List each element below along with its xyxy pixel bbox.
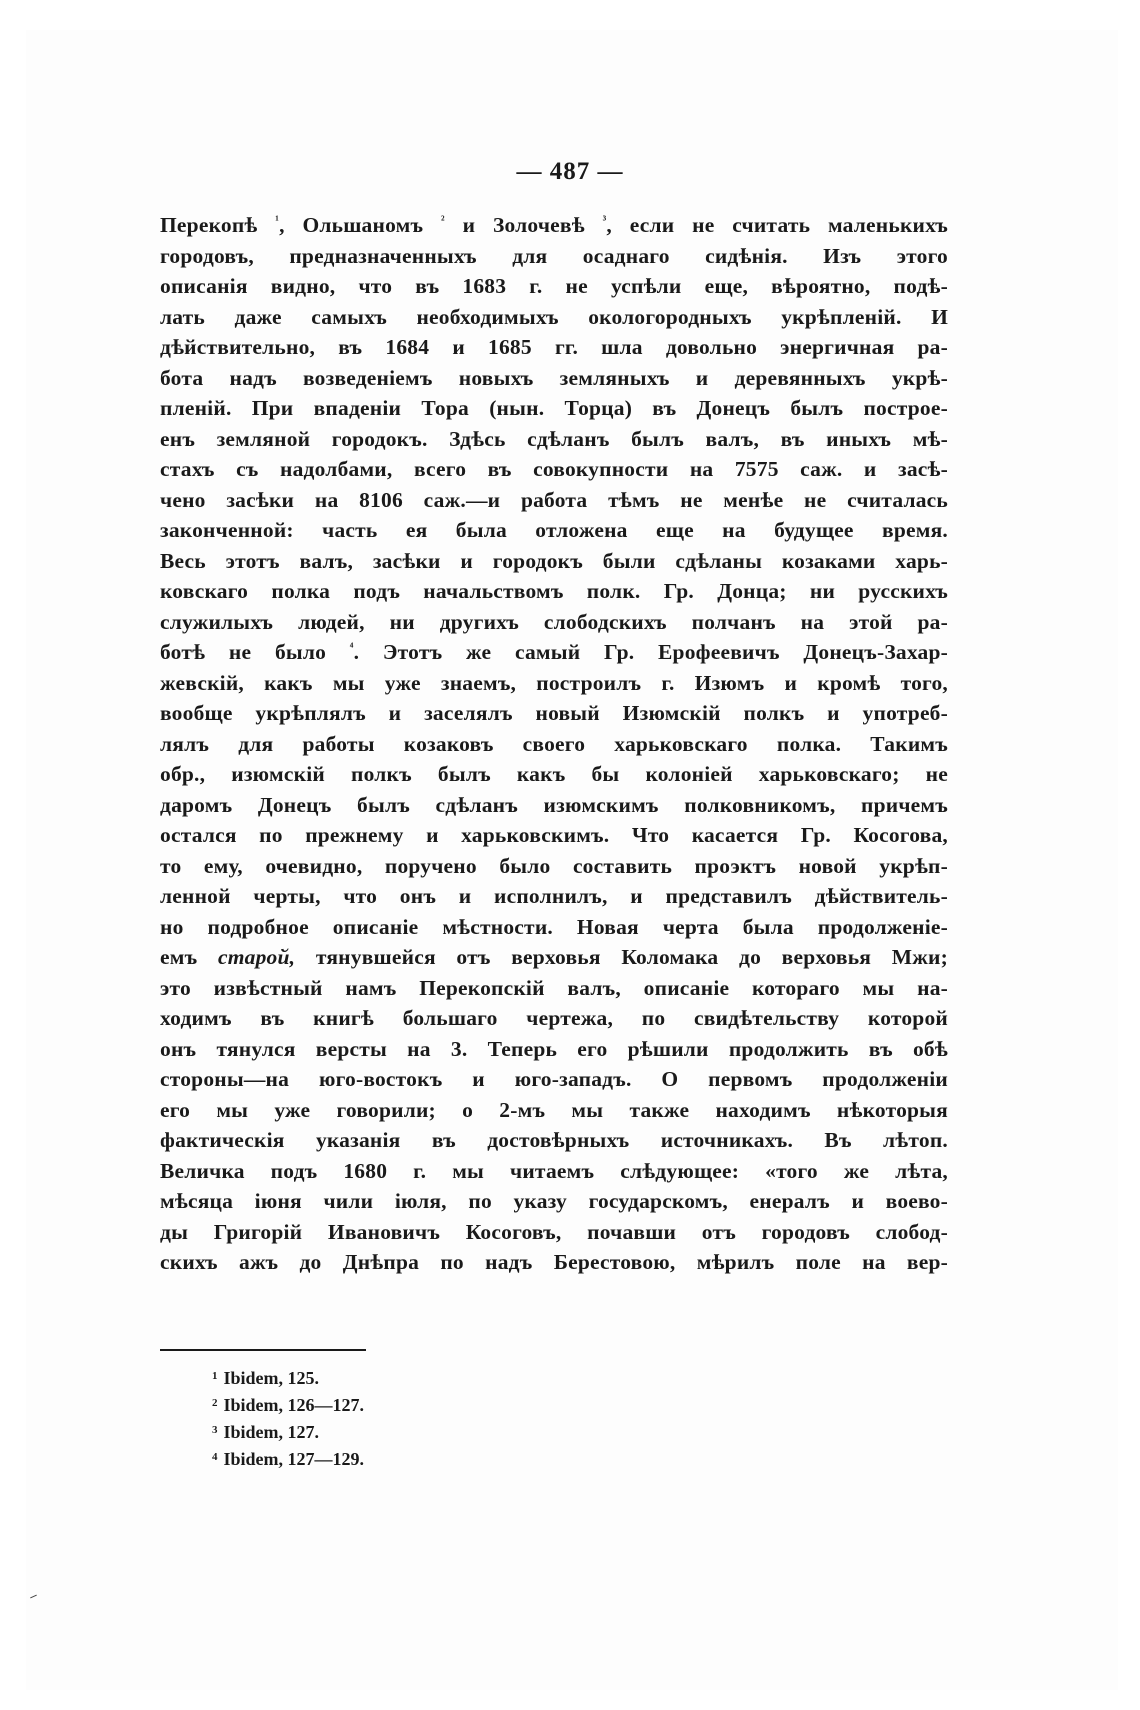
- text-line: описанія видно, что въ 1683 г. не успѣли еще, вѣроятно, подѣ-: [160, 274, 948, 298]
- text-line: ботѣ не было $^{^4}$. Этотъ же самый Гр. Ерофеевичъ Донецъ-Захар-: [160, 639, 948, 664]
- text-line: стахъ съ надолбами, всего въ совокупности на 7575 саж. и засѣ-: [160, 457, 948, 481]
- footnote-divider: [160, 1349, 366, 1351]
- footnote: $^3$ Ibidem, 127.: [212, 1422, 320, 1442]
- footnote: $^1$ Ibidem, 125.: [212, 1368, 320, 1388]
- text-line: то ему, очевидно, поручено было составить проэктъ новой укрѣп-: [160, 853, 948, 878]
- text-line: ды Григорій Ивановичъ Косоговъ, почавши отъ городовъ слобод-: [160, 1219, 948, 1244]
- text-line: лялъ для работы козаковъ своего харьковскаго полка. Такимъ: [160, 731, 948, 756]
- text-line: обр., изюмскій полкъ былъ какъ бы колоніей харьковскаго; не: [160, 762, 948, 786]
- text-line: остался по прежнему и харьковскимъ. Что касается Гр. Косогова,: [160, 823, 948, 847]
- text-line: чено засѣки на 8106 саж.—и работа тѣмъ не менѣе не считалась: [160, 487, 948, 512]
- page-number: — 487 —: [516, 158, 624, 185]
- text-line: фактическія указанія въ достовѣрныхъ источникахъ. Въ лѣтоп.: [160, 1128, 948, 1152]
- footnote: $^4$ Ibidem, 127—129.: [212, 1449, 365, 1469]
- text-line: бота надъ возведеніемъ новыхъ земляныхъ и деревянныхъ укрѣ-: [160, 365, 948, 390]
- italic-emphasis: старой,: [217, 945, 296, 969]
- body-text: [160, 210, 948, 1278]
- footnotes: [212, 1363, 364, 1471]
- text-line: Величка подъ 1680 г. мы читаемъ слѣдующее: «того же лѣта,: [160, 1158, 948, 1183]
- text-line: онъ тянулся версты на 3. Теперь его рѣшили продолжить въ обѣ: [160, 1036, 948, 1061]
- text-line: скихъ ажъ до Днѣпра по надъ Берестовою, мѣрилъ поле на вер-: [160, 1250, 948, 1274]
- text-line: емъ старой, тянувшейся отъ верховья Коломака до верховья Мжи;: [160, 945, 948, 969]
- text-line: мѣсяца іюня чили іюля, по указу государскомъ, енералъ и воево-: [160, 1189, 948, 1213]
- text-line: но подробное описаніе мѣстности. Новая черта была продолженіе-: [160, 914, 948, 939]
- text-line: его мы уже говорили; о 2-мъ мы также находимъ нѣкоторыя: [160, 1097, 948, 1122]
- text-line: пленій. При впаденіи Тора (нын. Торца) въ Донецъ былъ построе-: [160, 396, 948, 420]
- text-line: Весь этотъ валъ, засѣки и городокъ были сдѣланы козаками харь-: [160, 548, 948, 573]
- text-line: городовъ, предназначенныхъ для осаднаго сидѣнія. Изъ этого: [160, 243, 948, 268]
- text-line: законченной: часть ея была отложена еще на будущее время.: [160, 518, 948, 542]
- text-line: жевскій, какъ мы уже знаемъ, построилъ г. Изюмъ и кромѣ того,: [160, 670, 948, 695]
- text-line: ленной черты, что онъ и исполнилъ, и представилъ дѣйствитель-: [160, 884, 948, 908]
- text-line: служилыхъ людей, ни другихъ слободскихъ полчанъ на этой ра-: [160, 609, 948, 634]
- text-line: енъ земляной городокъ. Здѣсь сдѣланъ былъ валъ, въ иныхъ мѣ-: [160, 426, 948, 451]
- text-line: лать даже самыхъ необходимыхъ окологородныхъ укрѣпленій. И: [160, 304, 948, 329]
- text-line: дѣйствительно, въ 1684 и 1685 гг. шла довольно энергичная ра-: [160, 335, 948, 359]
- text-line: даромъ Донецъ былъ сдѣланъ изюмскимъ полковникомъ, причемъ: [160, 792, 948, 817]
- text-line: ковскаго полка подъ начальствомъ полк. Гр. Донца; ни русскихъ: [160, 579, 948, 603]
- text-line: стороны—на юго-востокъ и юго-западъ. О первомъ продолженіи: [160, 1067, 948, 1091]
- text-line: это извѣстный намъ Перекопскій валъ, описаніе котораго мы на-: [160, 975, 948, 1000]
- text-line: вообще укрѣплялъ и заселялъ новый Изюмскій полкъ и употреб-: [160, 701, 948, 725]
- footnote: $^2$ Ibidem, 126—127.: [212, 1395, 365, 1415]
- text-line: Перекопѣ $^{^1}$, Ольшаномъ $^{^2}$ и Золочевѣ $^{^3}$, если не считать маленькихъ: [160, 212, 948, 237]
- text-line: ходимъ въ книгѣ большаго чертежа, по свидѣтельству которой: [160, 1006, 948, 1030]
